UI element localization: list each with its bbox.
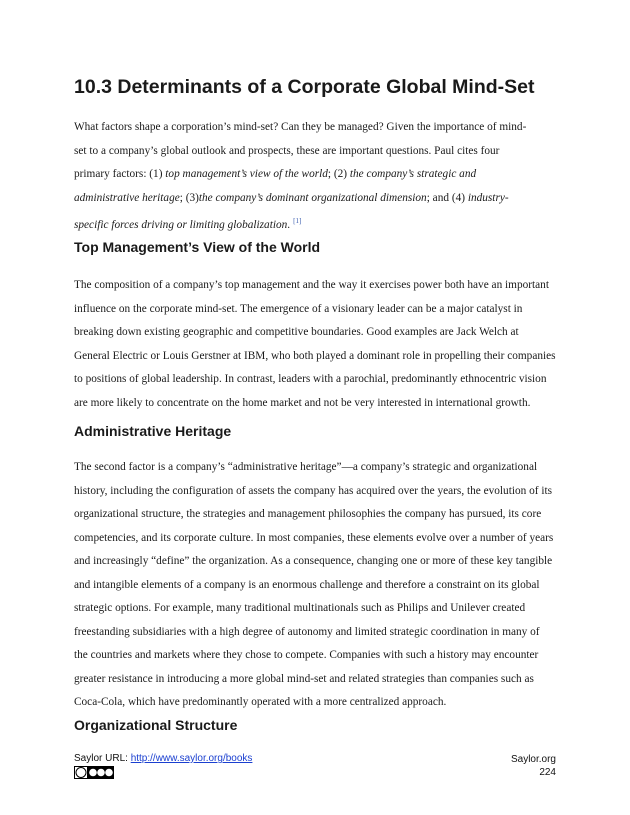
- administrative-heritage-paragraph: [74, 456, 564, 715]
- page-number: 224: [539, 767, 556, 778]
- intro-text: ; (3): [179, 191, 199, 204]
- paragraph-line: competencies, and its corporate culture. In most companies, these elements evolve over a number of years: [74, 531, 554, 544]
- paragraph-line: greater resistance in introducing a more global mind-set and related strategies than companies such as: [74, 672, 534, 685]
- footer-url-label: Saylor URL:: [74, 753, 131, 764]
- section-heading-organizational-structure: Organizational Structure: [74, 717, 238, 733]
- top-management-paragraph: [74, 274, 564, 415]
- intro-emphasis: the company’s strategic and: [349, 168, 477, 180]
- intro-text: primary factors: (1): [74, 168, 166, 180]
- paragraph-line: to positions of global leadership. In contrast, leaders with a parochial, predominantly ethnocentric vision: [74, 373, 547, 385]
- paragraph-line: freestanding subsidiaries with a high degree of autonomy and limited strategic coordination in many of: [74, 625, 540, 638]
- paragraph-line: Coca-Cola, which have predominantly operated with a more centralized approach.: [74, 696, 447, 708]
- intro-emphasis: administrative heritage: [74, 191, 180, 204]
- intro-line-1: What factors shape a corporation’s mind-set? Can they be managed? Given the importance of mind-: [74, 121, 527, 133]
- paragraph-line: history, including the configuration of assets the company has acquired over the years, the evolution of its: [74, 484, 553, 497]
- paragraph-line: The second factor is a company’s “administrative heritage”—a company’s strategic and organizational: [74, 461, 538, 473]
- intro-emphasis: the company’s dominant organizational dimension: [198, 191, 427, 204]
- footer-site-name: Saylor.org: [510, 754, 556, 765]
- intro-text: ; (2): [327, 168, 350, 180]
- intro-text: ; and (4): [426, 191, 468, 204]
- footnote-reference-link[interactable]: [1]: [293, 217, 302, 225]
- paragraph-line: organizational structure, the strategies and management philosophies the company has pursued, its core: [74, 508, 542, 520]
- intro-emphasis: industry-: [467, 191, 509, 204]
- paragraph-line: the countries and markets where they chose to compete. Companies with such a history may encounter: [74, 649, 539, 661]
- intro-line-4: [74, 187, 564, 211]
- paragraph-line: influence on the corporate mind-set. The emergence of a visionary leader can be a major catalyst in: [74, 302, 523, 315]
- intro-emphasis: top management’s view of the world: [165, 168, 328, 180]
- paragraph-line: General Electric or Louis Gerstner at IBM, who both played a dominant role in propelling their companies: [74, 349, 556, 362]
- paragraph-line: and increasingly “define” the organization. As a consequence, changing one or more of these key tangible: [74, 555, 553, 567]
- page-title: 10.3 Determinants of a Corporate Global Mind-Set: [74, 76, 535, 98]
- section-heading-administrative-heritage: Administrative Heritage: [74, 423, 232, 439]
- paragraph-line: and intangible elements of a company is an enormous challenge and therefore a constraint on its global: [74, 578, 540, 591]
- intro-line-5: [74, 210, 564, 237]
- section-heading-top-management: Top Management’s View of the World: [74, 239, 321, 255]
- intro-line-3: [74, 163, 564, 187]
- paragraph-line: are more likely to concentrate on the home market and not be very interested in international growth.: [74, 396, 531, 409]
- intro-emphasis: specific forces driving or limiting globalization: [74, 218, 288, 231]
- intro-text: .: [287, 218, 291, 231]
- footer-site-info: [511, 753, 556, 779]
- footer-url: [74, 753, 252, 764]
- intro-paragraph: [74, 116, 564, 237]
- paragraph-line: breaking down existing geographic and competitive boundaries. Good examples are Jack Welch at: [74, 326, 519, 338]
- paragraph-line: strategic options. For example, many traditional multinationals such as Philips and Unilever created: [74, 602, 526, 614]
- saylor-books-link[interactable]: http://www.saylor.org/books: [130, 753, 253, 764]
- intro-line-2: set to a company’s global outlook and prospects, these are important questions. Paul cites four: [74, 144, 500, 157]
- creative-commons-license-icon: [74, 766, 114, 779]
- paragraph-line: The composition of a company’s top management and the way it exercises power both have an important: [74, 279, 549, 291]
